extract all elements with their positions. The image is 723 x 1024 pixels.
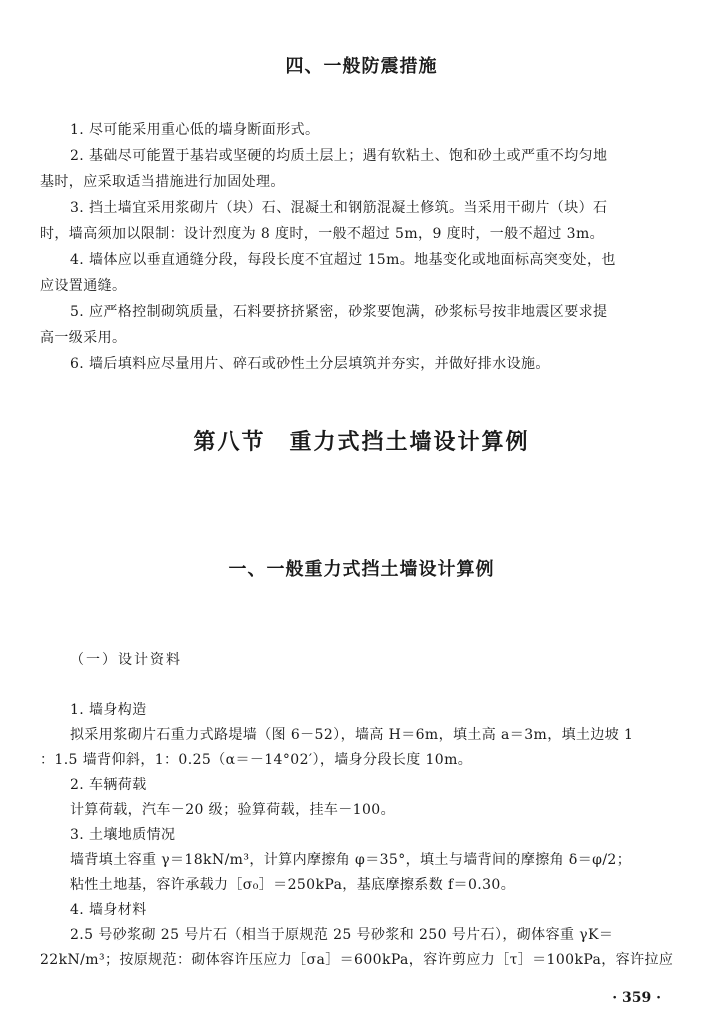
chapter-title: 第八节 重力式挡土墙设计算例 <box>193 430 530 455</box>
paragraph-line: 1. 墙身构造 <box>70 702 147 718</box>
section-heading-anti-seismic: 四、一般防震措施 <box>285 56 438 77</box>
paragraph-line: 应设置通缝。 <box>40 278 127 294</box>
paragraph-line: 2.5 号砂浆砌 25 号片石（相当于原规范 25 号砂浆和 250 号片石），砌体容重 γK＝ <box>70 927 614 943</box>
paragraph-line: 22kN/m³；按原规范：砌体容许压应力［σa］＝600kPa，容许剪应力［τ］＝100kPa，容许拉应 <box>40 952 674 968</box>
sub-heading-design-data: （一）设计资料 <box>70 652 182 668</box>
paragraph-line: 2. 基础尽可能置于基岩或坚硬的均质土层上；遇有软粘土、饱和砂土或严重不均匀地 <box>70 148 608 164</box>
paragraph-line: 粘性土地基，容许承载力［σ₀］＝250kPa，基底摩擦系数 f＝0.30。 <box>70 877 516 893</box>
paragraph-line: 4. 墙体应以垂直通缝分段，每段长度不宜超过 15m。地基变化或地面标高突变处，也 <box>70 252 616 268</box>
page-number: · 359 · <box>612 990 661 1006</box>
paragraph-line: 时，墙高须加以限制：设计烈度为 8 度时，一般不超过 5m，9 度时，一般不超过 3m。 <box>40 226 605 242</box>
section-heading-example: 一、一般重力式挡土墙设计算例 <box>228 559 495 580</box>
paragraph-line: 3. 挡土墙宜采用浆砌片（块）石、混凝土和钢筋混凝土修筑。当采用干砌片（块）石 <box>70 200 608 216</box>
paragraph-line: 3. 土壤地质情况 <box>70 827 176 843</box>
paragraph-line: 5. 应严格控制砌筑质量，石料要挤挤紧密，砂浆要饱满，砂浆标号按非地震区要求提 <box>70 304 608 320</box>
paragraph-line: 基时，应采取适当措施进行加固处理。 <box>40 174 285 190</box>
paragraph-line: ：1.5 墙背仰斜，1：0.25（α＝－14°02′），墙身分段长度 10m。 <box>40 752 473 768</box>
paragraph-line: 计算荷载，汽车－20 级；验算荷载，挂车－100。 <box>70 802 395 818</box>
paragraph-line: 6. 墙后填料应尽量用片、碎石或砂性土分层填筑并夯实，并做好排水设施。 <box>70 356 550 372</box>
paragraph-line: 拟采用浆砌片石重力式路堤墙（图 6－52），墙高 H＝6m，填土高 a＝3m，填土边坡 1 <box>70 727 634 743</box>
paragraph-line: 1. 尽可能采用重心低的墙身断面形式。 <box>70 122 320 138</box>
paragraph-line: 4. 墙身材料 <box>70 902 147 918</box>
paragraph-line: 墙背填土容重 γ＝18kN/m³，计算内摩擦角 φ＝35°，填土与墙背间的摩擦角 δ＝φ/2； <box>70 852 632 868</box>
paragraph-line: 2. 车辆荷载 <box>70 777 147 793</box>
paragraph-line: 高一级采用。 <box>40 330 127 346</box>
